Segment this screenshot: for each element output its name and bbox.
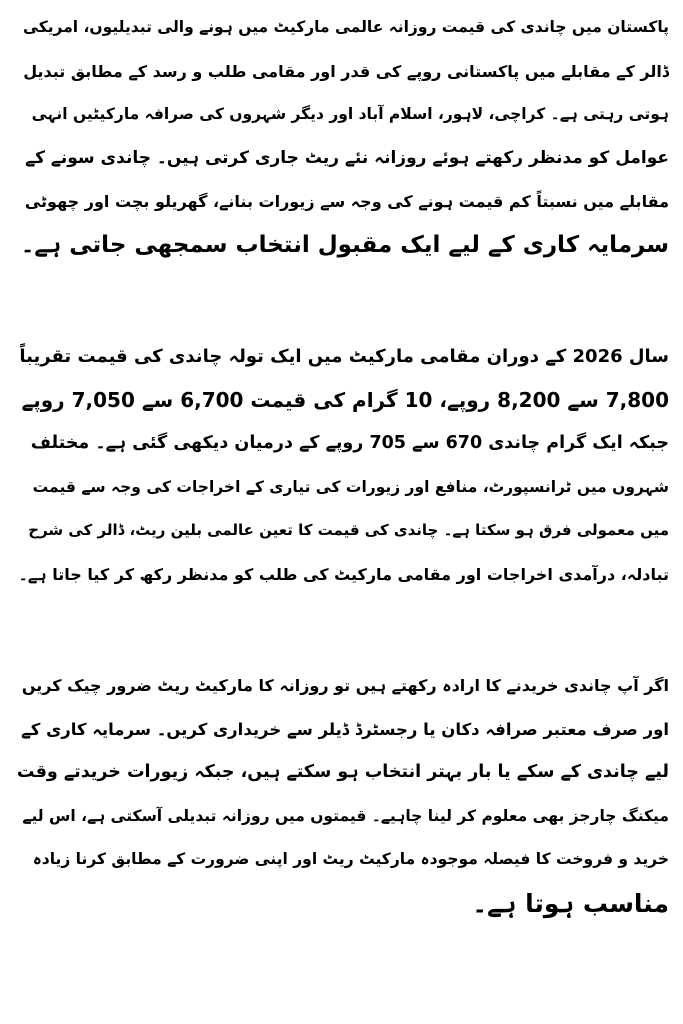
text-line: مناسب ہوتا ہے۔: [472, 888, 669, 918]
text-line: ڈالر کے مقابلے میں پاکستانی روپے کی قدر اور مقامی طلب و رسد کے مطابق تبدیل: [23, 61, 669, 81]
text-line: جبکہ ایک گرام چاندی 670 سے 705 روپے کے درمیان دیکھی گئی ہے۔ مختلف: [30, 433, 669, 453]
text-line: شہروں میں ٹرانسپورٹ، منافع اور زیورات کی تیاری کے اخراجات کی وجہ سے قیمت: [32, 477, 669, 496]
text-line: لیے چاندی کے سکے یا بار بہتر انتخاب ہو سکتے ہیں، جبکہ زیورات خریدتے وقت: [16, 762, 669, 782]
text-line: مقابلے میں نسبتاً کم قیمت ہونے کی وجہ سے زیورات بنانے، گھریلو بچت اور چھوٹی: [24, 192, 669, 211]
text-line: میکنگ چارجز بھی معلوم کر لینا چاہیے۔ قیمتوں میں روزانہ تبدیلی آسکتی ہے، اس لیے: [22, 806, 669, 825]
paragraph-silver-price-overview: [14, 6, 669, 267]
text-line: سرمایہ کاری کے لیے ایک مقبول انتخاب سمجھی جاتی ہے۔: [20, 231, 669, 258]
text-line: عوامل کو مدنظر رکھتے ہوئے روزانہ نئے ریٹ جاری کرتی ہیں۔ چاندی سونے کے: [25, 147, 669, 168]
paragraph-silver-rates-2026: [14, 335, 669, 596]
text-line: ہوتی رہتی ہے۔ کراچی، لاہور، اسلام آباد اور دیگر شہروں کی صرافہ مارکیٹیں انہی: [31, 105, 669, 123]
text-line: سال 2026 کے دوران مقامی مارکیٹ میں ایک تولہ چاندی کی قیمت تقریباً: [19, 346, 669, 367]
text-line: تبادلہ، درآمدی اخراجات اور مقامی مارکیٹ کی طلب کو مدنظر رکھ کر کیا جاتا ہے۔: [18, 564, 669, 584]
text-line: خرید و فروخت کا فیصلہ موجودہ مارکیٹ ریٹ اور اپنی ضرورت کے مطابق کرنا زیادہ: [32, 850, 669, 868]
text-line: اگر آپ چاندی خریدنے کا ارادہ رکھتے ہیں تو روزانہ کا مارکیٹ ریٹ ضرور چیک کریں: [21, 676, 669, 695]
text-line: 7,800 سے 8,200 روپے، 10 گرام کی قیمت 6,700 سے 7,050 روپے: [21, 387, 669, 412]
text-line: پاکستان میں چاندی کی قیمت روزانہ عالمی مارکیٹ میں ہونے والی تبدیلیوں، امریکی: [23, 18, 669, 36]
text-line: اور صرف معتبر صرافہ دکان یا رجسٹرڈ ڈیلر سے خریداری کریں۔ سرمایہ کاری کے: [21, 719, 669, 739]
text-line: میں معمولی فرق ہو سکتا ہے۔ چاندی کی قیمت کا تعین عالمی بلین ریٹ، ڈالر کی شرح: [28, 521, 669, 539]
paragraph-buying-advice: [14, 664, 669, 925]
